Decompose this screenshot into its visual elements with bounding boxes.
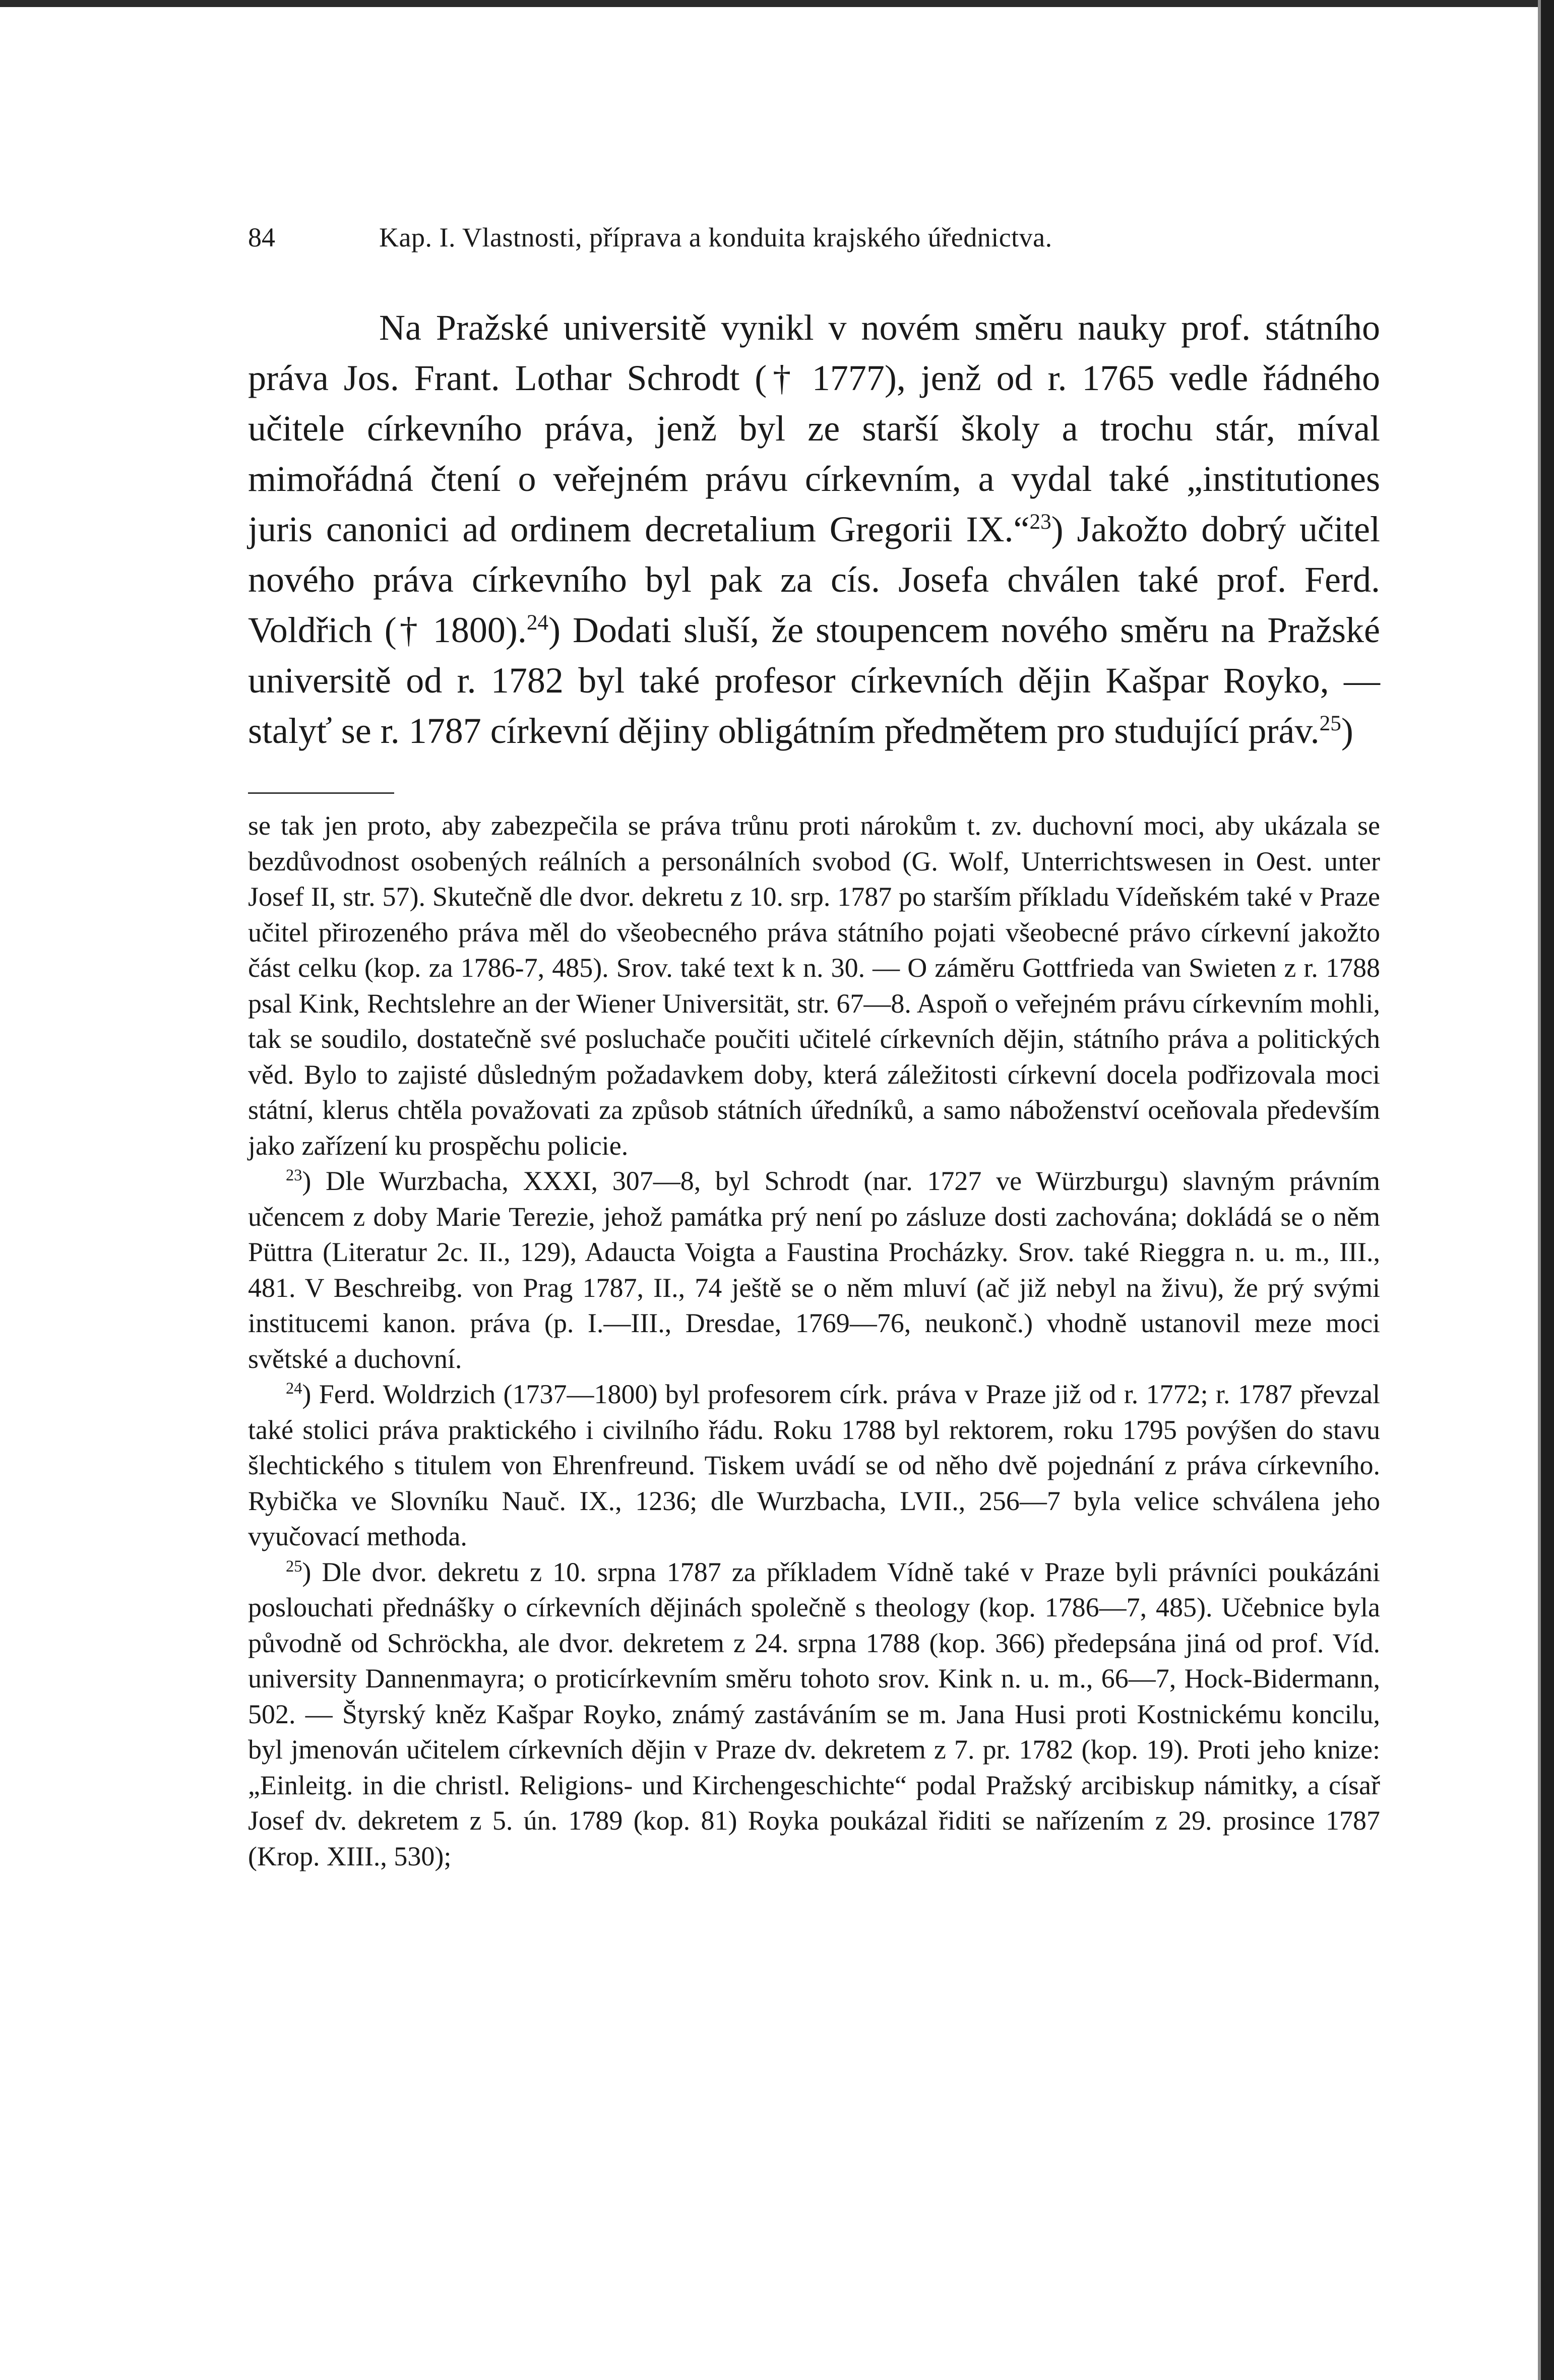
footnote-mark-24: 24 — [286, 1380, 302, 1398]
footnote-24-text: ) Ferd. Woldrzich (1737—1800) byl profesorem círk. práva v Praze již od r. 1772; r. 1787 převzal také stolici práva praktického i civilního řádu. Roku 1788 byl rektorem, roku 1795 povýšen do stavu šlechtického s titulem von Ehrenfreund. Tiskem uvádí se od něho dvě pojednání z práva církevního. Rybička ve Slovníku Nauč. IX., 1236; dle Wurzbacha, LVII., 256—7 byla velice schválena jeho vyučovací methoda. — [248, 1379, 1380, 1551]
main-paragraph — [248, 302, 1380, 756]
footnote-23 — [248, 1163, 1380, 1376]
body-text-4: ) — [1341, 711, 1353, 751]
footnote-mark-25: 25 — [286, 1557, 302, 1576]
footnote-mark-23: 23 — [286, 1166, 302, 1184]
footnote-25 — [248, 1554, 1380, 1874]
book-page — [248, 222, 1380, 1874]
chapter-title: Kap. I. Vlastnosti, příprava a konduita krajského úřednictva. — [379, 222, 1052, 253]
body-text-3: ) Dodati sluší, že stoupencem nového směru na Pražské universitě od r. 1782 byl také profesor církevních dějin Kašpar Royko, — stalyť se r. 1787 církevní dějiny obligátním předmětem pro studující práv. — [248, 610, 1381, 751]
body-text-1: Na Pražské universitě vynikl v novém směru nauky prof. státního práva Jos. Frant. Lothar Schrodt († 1777), jenž od r. 1765 vedle řádného učitele církevního práva, jenž byl ze starší školy a trochu stár, míval mimořádná čtení o veřejném právu církevním, a vydal také „institutiones juris canonici ad ordinem decretalium Gregorii IX.“ — [248, 307, 1380, 549]
footnote-24 — [248, 1376, 1380, 1554]
footnote-25-text: ) Dle dvor. dekretu z 10. srpna 1787 za příkladem Vídně také v Praze byli právníci poukázáni poslouchati přednášky o církevních dějinách společně s theology (kop. 1786—7, 485). Učebnice byla původně od Schröckha, ale dvor. dekretem z 24. srpna 1788 (kop. 366) předepsána jiná od prof. Víd. university Dannenmayra; o proticírkevním směru tohoto srov. Kink n. u. m., 66—7, Hock-Bidermann, 502. — Štyrský kněz Kašpar Royko, známý zastáváním se m. Jana Husi proti Kostnickému koncilu, byl jmenován učitelem církevních dějin v Praze dv. dekretem z 7. pr. 1782 (kop. 19). Proti jeho knize: „Einleitg. in die christl. Religions- und Kirchengeschichte“ podal Pražský arcibiskup námitky, a císař Josef dv. dekretem z 5. ún. 1789 (kop. 81) Royka poukázal řiditi se nařízením z 29. prosince 1787 (Krop. XIII., 530); — [248, 1556, 1380, 1871]
running-head — [248, 222, 1380, 282]
footnote-ref-25: 25 — [1319, 712, 1341, 735]
scan-edge-right — [1541, 0, 1554, 2380]
scan-edge-top — [0, 0, 1554, 7]
page-number: 84 — [248, 222, 275, 253]
footnote-23-text: ) Dle Wurzbacha, XXXI, 307—8, byl Schrodt (nar. 1727 ve Würzburgu) slavným právním učencem z doby Marie Terezie, jehož památka prý není po zásluze dosti zachována; dokládá se o něm Püttra (Literatur 2c. II., 129), Adaucta Voigta a Faustina Procházky. Srov. také Rieggra n. u. m., III., 481. V Beschreibg. von Prag 1787, II., 74 ještě se o něm mluví (ač již nebyl na živu), že prý svými institucemi kanon. práva (p. I.—III., Dresdae, 1769—76, neukonč.) vhodně ustanovil meze moci světské a duchovní. — [248, 1166, 1380, 1374]
footnote-continuation: se tak jen proto, aby zabezpečila se práva trůnu proti nárokům t. zv. duchovní moci, aby ukázala se bezdůvodnost osobených reálních a personálních svobod (G. Wolf, Unterrichtswesen in Oest. unter Josef II, str. 57). Skutečně dle dvor. dekretu z 10. srp. 1787 po starším příkladu Vídeňském také v Praze učitel přirozeného práva měl do všeobecného práva státního pojati všeobecné právo církevní jakožto část celku (kop. za 1786-7, 485). Srov. také text k n. 30. — O záměru Gottfrieda van Swieten z r. 1788 psal Kink, Rechtslehre an der Wiener Universität, str. 67—8. Aspoň o veřejném právu církevním mohli, tak se soudilo, dostatečně své posluchače poučiti učitelé církevních dějin, státního práva a politických věd. Bylo to zajisté důsledným požadavkem doby, která záležitosti církevní docela podřizovala moci státní, klerus chtěla považovati za způsob státních úředníků, a samo náboženství oceňovala především jako zařízení ku prospěchu policie. — [248, 810, 1380, 1161]
body-text-2: ) Jakožto dobrý učitel nového práva církevního byl pak za cís. Josefa chválen také prof. Ferd. Voldřich († 1800). — [248, 509, 1380, 650]
footnotes — [248, 808, 1380, 1874]
footnote-divider — [248, 792, 394, 794]
footnote-ref-23: 23 — [1029, 510, 1051, 534]
footnote-ref-24: 24 — [526, 611, 549, 635]
